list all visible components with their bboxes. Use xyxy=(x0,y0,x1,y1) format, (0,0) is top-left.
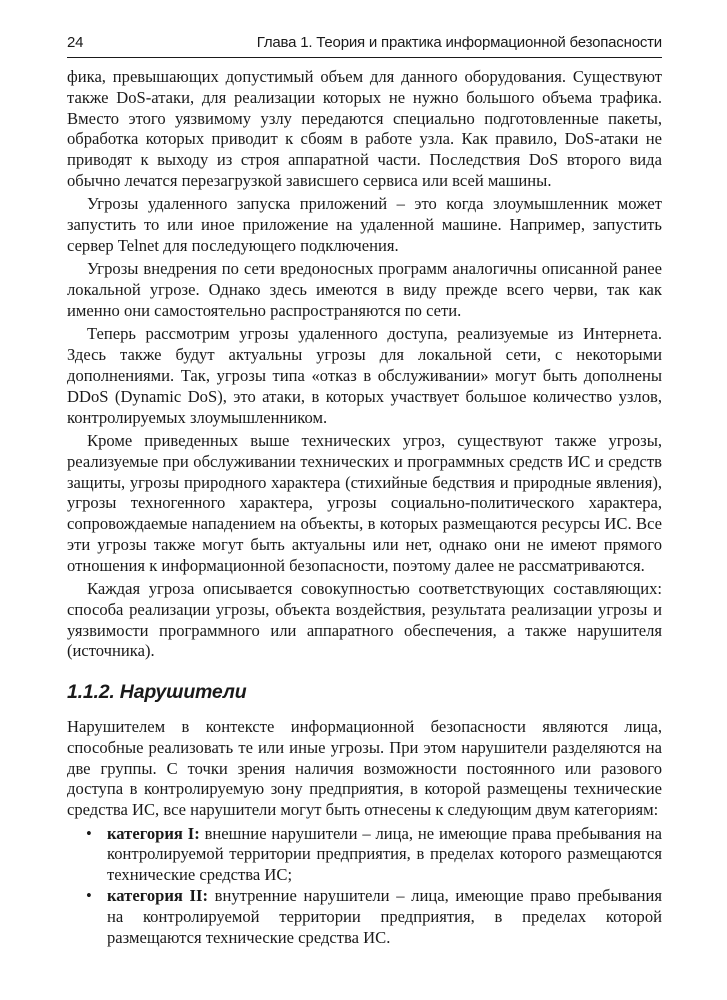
category-description: внешние нарушители – лица, не имеющие права пребывания на контролируемой территории предприятия, в пределах которого размещаются технические средства ИС; xyxy=(107,823,662,885)
violator-category-list xyxy=(67,824,662,949)
chapter-title: Глава 1. Теория и практика информационной безопасности xyxy=(256,34,662,51)
paragraph-other-threats: Кроме приведенных выше технических угроз, существуют также угрозы, реализуемые при обслуживании технических и программных средств ИС и средств защиты, угрозы природного характера (стихийные бедствия и природные явления), угрозы техногенного характера, угрозы социально-политического характера, сопровождаемые нападением на объекты, в которых размещаются ресурсы ИС. Все эти угрозы также могут быть актуальны или нет, однако они не имеют прямого отношения к информационной безопасности, поэтому далее не рассматриваются. xyxy=(67,430,662,575)
category-description: внутренние нарушители – лица, имеющие право пребывания на контролируемой территории предприятия, в пределах которой размещаются технические средства ИС. xyxy=(107,886,662,947)
bullet-icon: • xyxy=(86,886,92,906)
bullet-icon: • xyxy=(86,823,92,843)
page-number: 24 xyxy=(67,34,84,51)
paragraph-threat-description: Каждая угроза описывается совокупностью соответствующих составляющих: способа реализации угрозы, объекта воздействия, результата реализации угрозы и уязвимости программного или аппаратного обеспечения, а также нарушителя (источника). xyxy=(67,579,662,661)
paragraph-internet-threats: Теперь рассмотрим угрозы удаленного доступа, реализуемые из Интернета. Здесь также будут актуальны угрозы для локальной сети, с некоторыми дополнениями. Так, угрозы типа «отказ в обслуживании» могут быть дополнены DDoS (Dynamic DoS), это атаки, в которых участвует большое количество узлов, контролируемых злоумышленником. xyxy=(67,324,662,427)
running-head xyxy=(67,34,662,58)
paragraph-remote-launch: Угрозы удаленного запуска приложений – это когда злоумышленник может запустить то или иное приложение на удаленной машине. Например, запустить сервер Telnet для последующего подключения. xyxy=(67,194,662,255)
body-text xyxy=(67,67,662,948)
section-heading: 1.1.2. Нарушители xyxy=(67,681,247,704)
paragraph-malware-injection: Угрозы внедрения по сети вредоносных программ аналогичны описанной ранее локальной угрозе. Однако здесь имеются в виду прежде всего черви, так как именно они самостоятельно распространяются по сети. xyxy=(67,259,662,320)
list-item-category-1 xyxy=(67,824,662,886)
book-page xyxy=(67,34,662,948)
paragraph-dos-continuation: фика, превышающих допустимый объем для данного оборудования. Существуют также DoS-атаки, для реализации которых не нужно большого объема трафика. Вместо этого уязвимому узлу передаются специально подготовленные пакеты, обработка которых приводит к сбоям в работе узла. Как правило, DoS-атаки не приводят к выходу из строя аппаратной части. Последствия DoS второго вида обычно лечатся перезагрузкой зависшего сервиса или всей машины. xyxy=(67,67,662,190)
list-item-category-2 xyxy=(67,886,662,948)
category-label: категория II: xyxy=(107,886,208,906)
category-label: категория I: xyxy=(107,823,200,843)
paragraph-violators-intro: Нарушителем в контексте информационной безопасности являются лица, способные реализовать те или иные угрозы. При этом нарушители разделяются на две группы. С точки зрения наличия возможности постоянного или разового доступа в контролируемую зону предприятия, в которой размещены технические средства ИС, все нарушители могут быть отнесены к следующим двум категориям: xyxy=(67,717,662,820)
